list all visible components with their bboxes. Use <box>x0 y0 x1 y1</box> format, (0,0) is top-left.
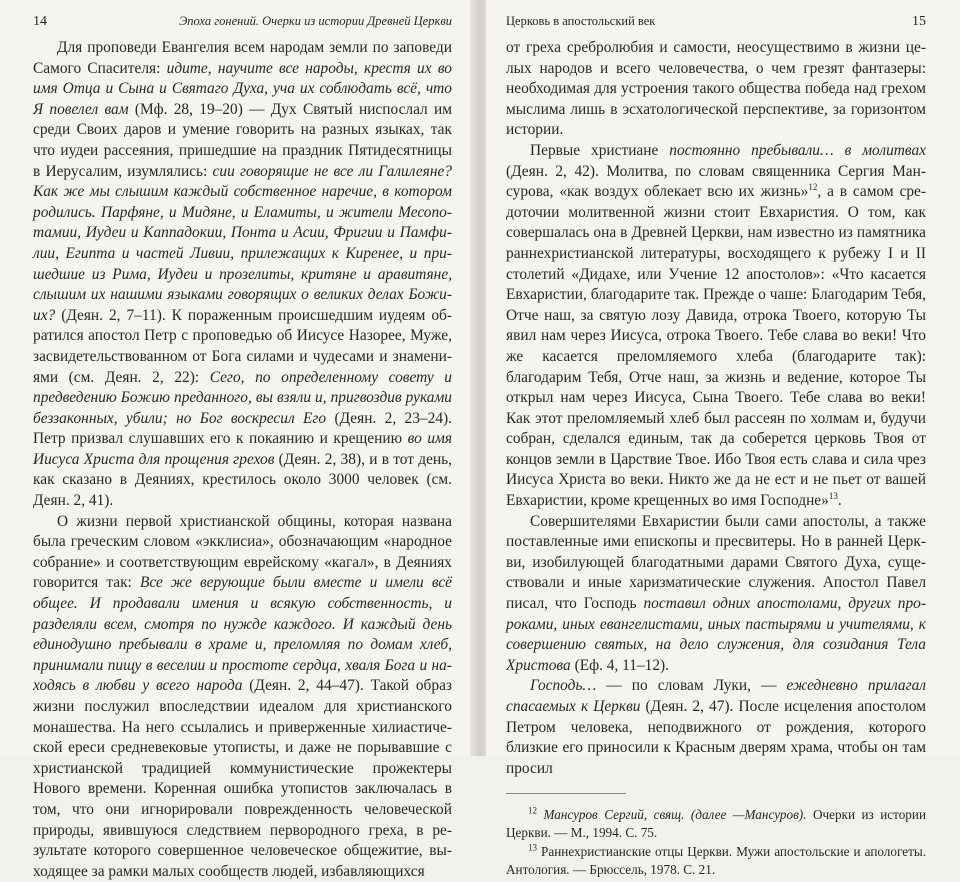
italic-run: идите, научите все народы, крестя их во имя Отца и Сына и Святаго Духа, уча их соблюдать всё, что Я повелел вам <box>33 59 452 118</box>
text-run: Для проповеди Евангелия всем народам земли по заповеди Самого Спасителя: <box>33 39 452 77</box>
right-page-header <box>506 14 926 32</box>
italic-run: Все же верующие были вместе и имели всё общее. И продавали имения и всякую собственность, и разделяли всем, смотря по нужде каждого. И каждый день единодушно пребывали в храме и, преломляя по домам хлеб, принимали пищу в веселии и простоте сердца, хваля Бога и находясь в любви у всего народа <box>33 574 452 695</box>
right-page <box>486 0 960 877</box>
italic-run: поставил одних апостолами, других пророками, иных евангелистами, иных пастырями и учителями, к совершению святых, на дело служения, для созидания Тела Христова <box>506 595 927 674</box>
paragraph <box>506 141 926 512</box>
text-run: О жизни первой христианской общины, которая названа была греческим словом «экклисиа», обозначающим «народное собрание» и соответствующим еврейскому «кагал», в Деяниях говорится так: <box>33 512 452 592</box>
paragraph <box>33 38 452 512</box>
italic-run: во имя Иисуса Христа для прощения грехов <box>33 430 452 468</box>
text-run: (Деян. 2, 47). После исцеления апостолом Петром человека, неподвижного от рождения, которого близкие его приносили к Красным дверям храма, чтобы он там просил <box>506 698 926 777</box>
text-run: (Деян. 2, 38), и в тот день, как сказано в Деяниях, крестилось около 3000 человек (см. Деян. 2, 41). <box>33 450 453 510</box>
paragraph <box>506 676 926 779</box>
footnotes <box>506 806 926 878</box>
footnote-rule <box>506 793 626 800</box>
italic-run: Мансуров Сергий, свящ. (далее —Мансуров). <box>543 807 807 823</box>
footnote <box>506 806 926 841</box>
text-run: — по словам Луки, — <box>596 677 787 695</box>
italic-run: постоянно пребывали… в молитвах <box>669 141 926 159</box>
text-run: (Еф. 4, 11–12). <box>570 656 670 674</box>
text-run: (Деян. 2, 23–24). Петр призвал слушавших его к покаянию и крещению <box>33 409 453 448</box>
text-run: (Деян. 2, 44–47). Такой образ жизни послужил впоследствии идеалом для христианского монашества. На него ссылались и приверженные хилиастической ереси средневековые утописты, и даже не порывавшие с христианской традицией коммунистические прожектеры Нового времени. Коренная ошибка утопистов заключалась в том, что они игнорировали поврежденность человеческой природы, явившуюся следствием первородного греха, в результате которого совершенное человеческое общежитие, выходящее за рамки малых сообществ людей, избавляющихся <box>33 677 452 880</box>
italic-run: Господь… <box>530 677 597 695</box>
footnote-ref: 12 <box>528 805 537 816</box>
footnote-ref: 12 <box>808 182 818 193</box>
footnote-ref: 13 <box>528 842 537 853</box>
footnote <box>506 843 926 878</box>
paragraph <box>33 512 452 882</box>
text-run: от греха сребролюбия и самости, неосуществимо в жизни целых народов и всего человечества, о чем грезят фантазеры: необходимая для устроения такого общества победа над грехом мыслима лишь в эсхатологической перспективе, за горизонтом истории. <box>506 39 926 139</box>
text-run: (Деян. 2, 7–11). К пораженным происшедшим иудеям обратился апостол Петр с проповедью об Иисусе Назорее, Муже, засвидетельствованном от Бога силами и чудесами и знамениями (см. Деян. 2, 22): <box>33 306 452 386</box>
text-run: Очерки из истории Церкви. — М., 1994. С. 75. <box>506 807 927 840</box>
text-run: , а в самом средоточии молитвенной жизни стоит Евхаристия. О том, как совершалась она в Древней Церкви, нам известно из памятника раннехристианской литературы, восходящего к рубежу I и II столетий «Дидахе, или Учение 12 апостолов»: «Что касается Евхаристии, благодарите так. Прежде о чаше: Благодарим Тебя, Отче наш, за святую лозу Давида, отрока Твоего, которую Ты явил нам через Иисуса, отрока Твоего. Тебе слава во веки! Что же касается преломляемого хлеба (благодарите так): благодарим Тебя, Отче наш, за жизнь и ведение, которое Ты открыл нам через Иисуса, Сына Твоего. Тебе слава во веки! Как этот преломляемый хлеб был рассеян по холмам и, будучи собран, сделался единым, так да соберется церковь Твоя от концов земли в Царствие Твое. Ибо Твоя есть слава и сила чрез Иисуса Христа во веки. Никто же да не ест и не пьет от вашей Евхаристии, кроме крещенных во имя Господне» <box>506 183 926 510</box>
left-page-header <box>33 14 452 32</box>
italic-run: сии говорящие не все ли Галилеяне? Как же мы слышим каждый собственное наречие, в котором родились. Парфяне, и Мидяне, и Еламиты, и жители Месопотамии, Иудеи и Каппадокии, Понта и Асии, Фригии и Памфилии, Египта и частей Ливии, прилежащих к Киренее, и пришедшие из Рима, Иудеи и прозелиты, критяне и аравитяне, слышим их нашими языками говорящих о великих делах Божиих? <box>33 162 452 324</box>
left-page-body <box>33 38 452 882</box>
italic-run: Сего, по определенному совету и предведению Божию преданного, вы взяли и, пригвоздив руками беззаконных, убили; но Бог воскресил Его <box>33 368 452 427</box>
text-run: (Мф. 28, 19–20) — Дух Святый ниспослал им среди Своих даров и умение говорить на разных языках, так что иудеи рассеяния, пришедшие на праздник Пятидесятницы в Иерусалим, изумлялись: <box>33 100 452 180</box>
running-head: Церковь в апостольский век <box>506 14 656 28</box>
text-run: . <box>837 492 842 510</box>
paragraph <box>506 512 926 677</box>
right-page-body <box>506 38 926 779</box>
italic-run: ежедневно прилагал спасаемых к Церкви <box>506 677 926 715</box>
page-number: 14 <box>33 14 47 29</box>
footnote-ref: 13 <box>828 490 838 501</box>
text-run: (Деян. 2, 42). Молитва, по словам священника Сергия Мансурова, «как воздух облекает всю их жизнь» <box>506 162 926 201</box>
text-run: Совершителями Евхаристии были сами апостолы, а также поставленные ими епископы и пресвитеры. Но в ранней Церкви, изобилующей благодатными дарами Святого Духа, существовали и иные харизматические служения. Апостол Павел писал, что Господь <box>506 512 926 613</box>
left-page <box>0 0 474 880</box>
paragraph <box>506 38 926 141</box>
text-run: Раннехристианские отцы Церкви. Мужи апостольские и апологеты. Антология. — Брюссель, 1978. С. 21. <box>506 844 926 877</box>
text-run: Первые христиане <box>530 141 670 159</box>
page-number: 15 <box>912 14 926 29</box>
running-head: Эпоха гонений. Очерки из истории Древней Церкви <box>179 14 452 28</box>
